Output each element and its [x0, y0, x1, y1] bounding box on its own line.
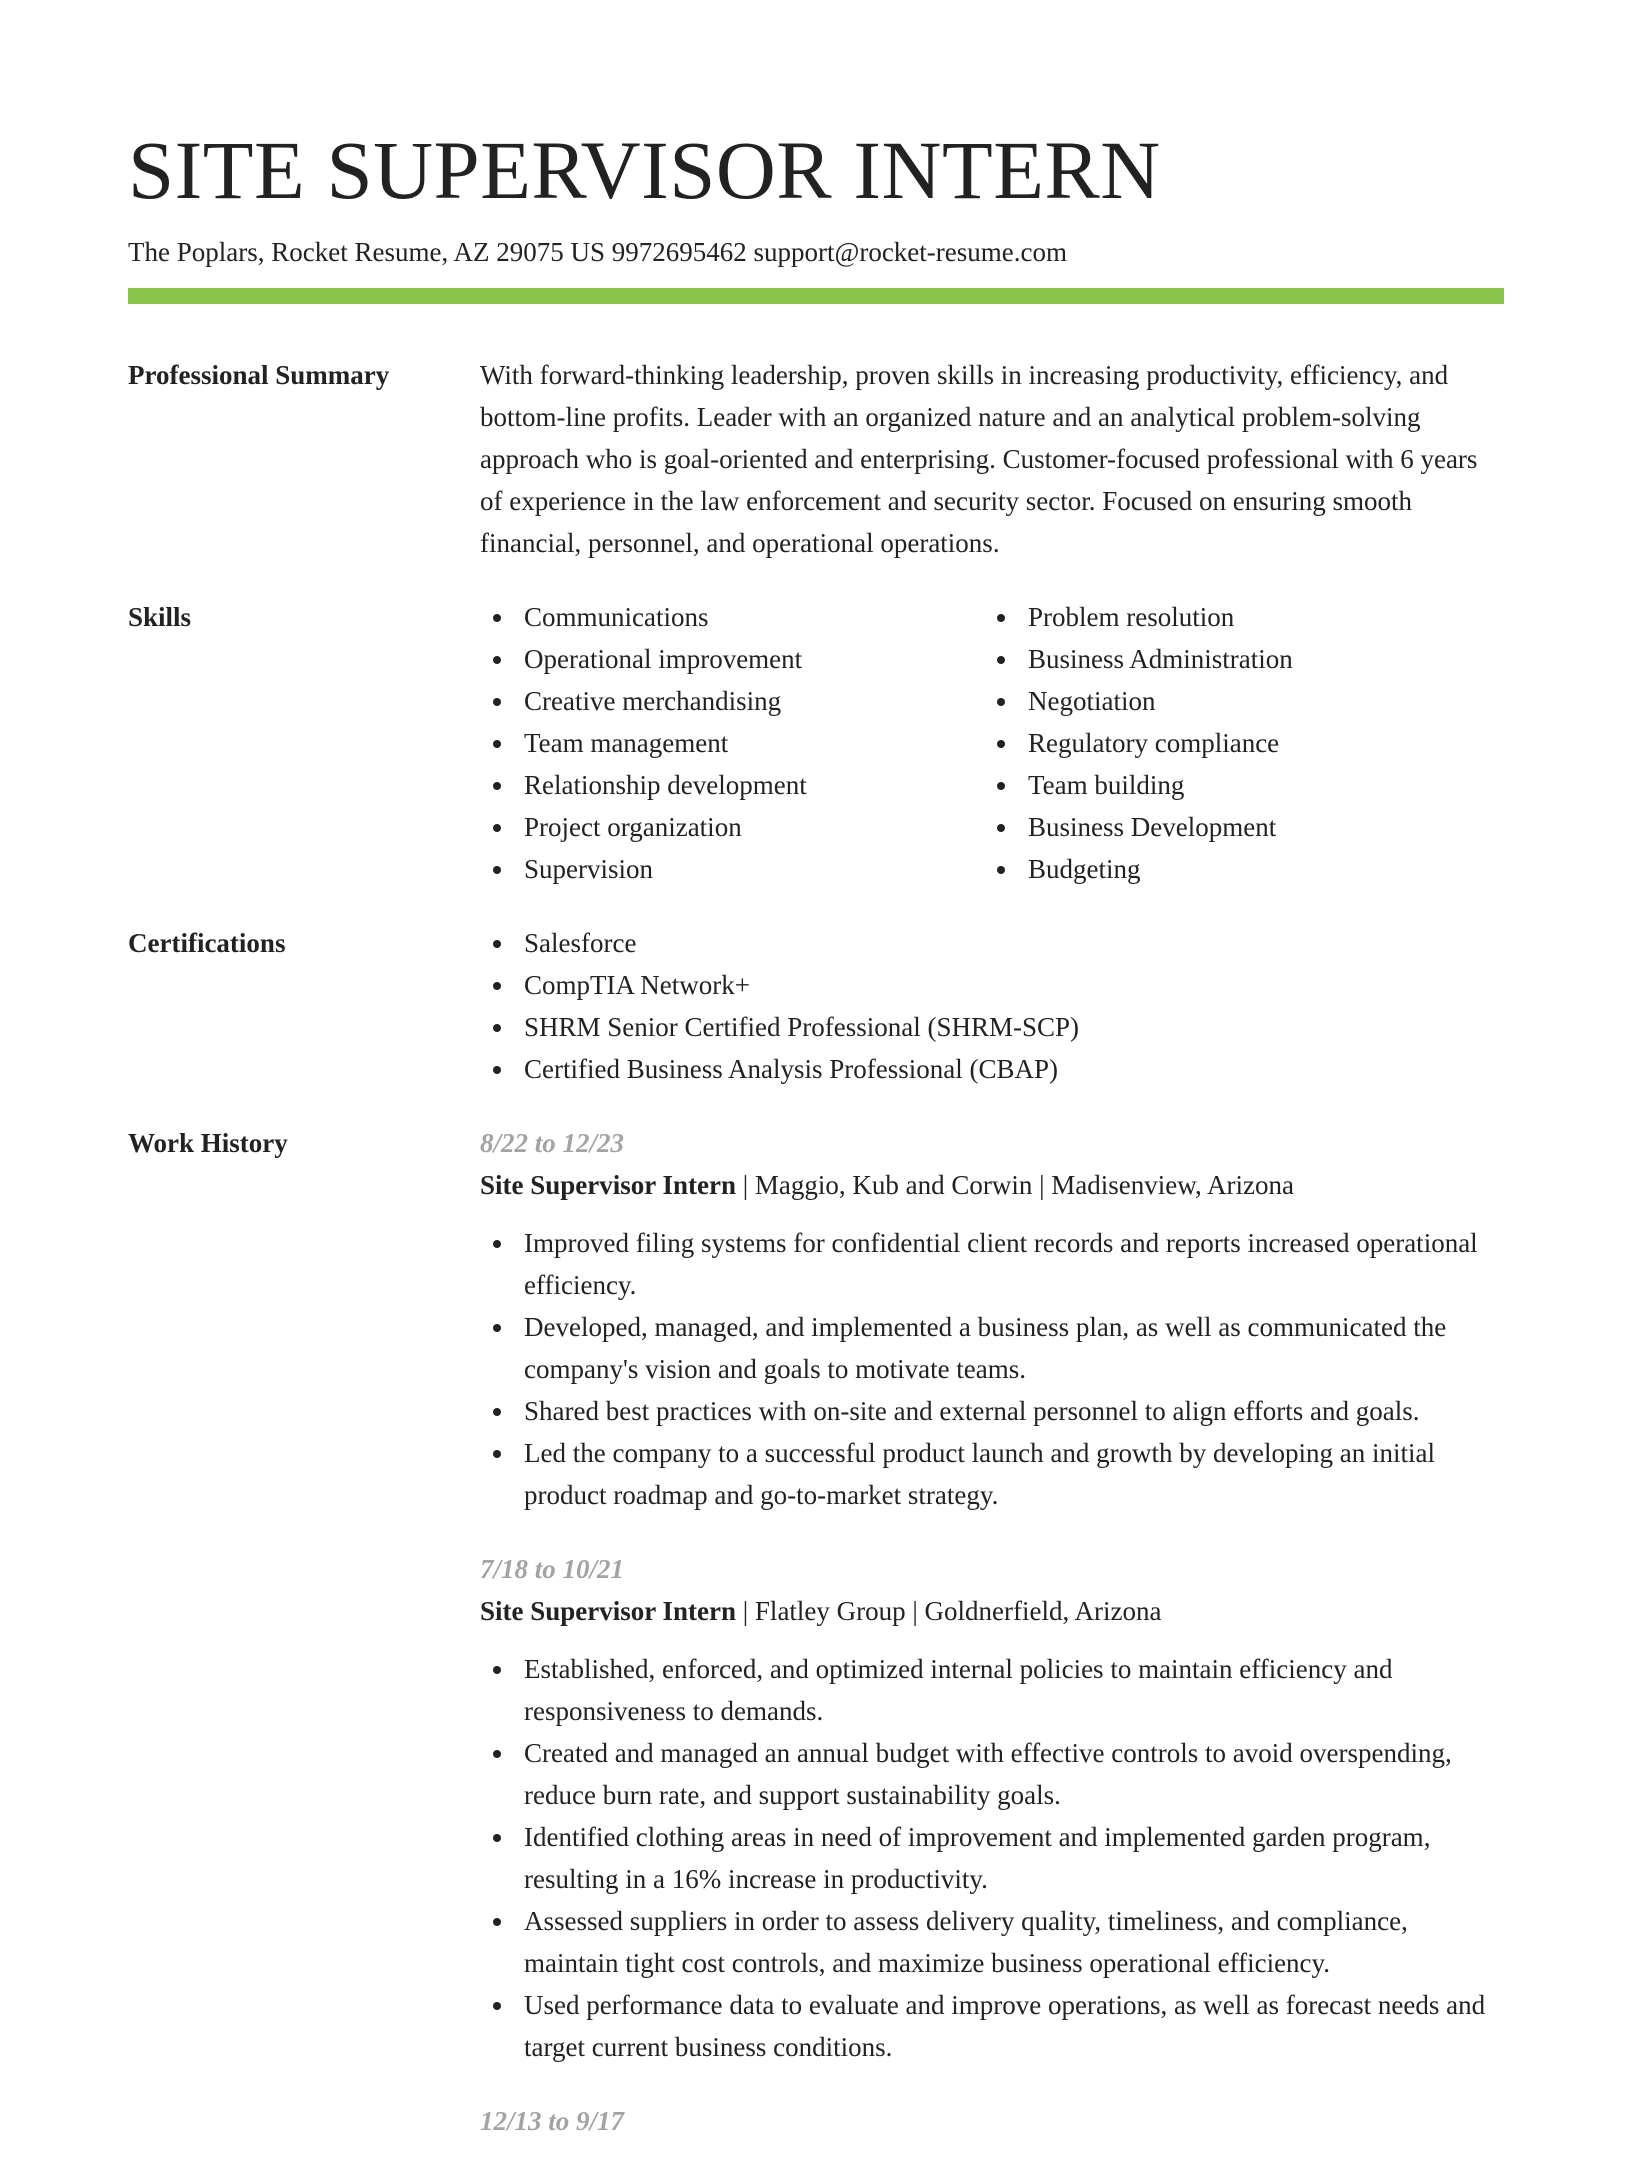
job-bullet: Developed, managed, and implemented a business plan, as well as communicated the company's vision and goals to motivate teams.: [480, 1306, 1504, 1390]
section-body: [480, 596, 1504, 890]
skill-item: Project organization: [480, 806, 984, 848]
certifications-list: [480, 922, 1504, 1090]
job-header: [480, 1590, 1504, 1632]
contact-phone: 9972695462: [611, 237, 747, 267]
skill-item: Operational improvement: [480, 638, 984, 680]
job-header: [480, 1164, 1504, 1206]
summary-text: With forward-thinking leadership, proven skills in increasing productivity, efficiency, and bottom-line profits. Leader with an organized nature and an analytical problem-solving approach who is goal-oriented and enterprising. Customer-focused professional with 6 years of experience in the law enforcement and security sector. Focused on ensuring smooth financial, personnel, and operational operations.: [480, 360, 1478, 558]
certifications-section: [128, 922, 1504, 1090]
skills-column-right: [984, 596, 1488, 890]
contact-line: [128, 234, 1504, 270]
section-body: [480, 922, 1504, 1090]
certification-item: SHRM Senior Certified Professional (SHRM-SCP): [480, 1006, 1504, 1048]
job-bullets: [480, 1648, 1504, 2068]
skill-item: Regulatory compliance: [984, 722, 1488, 764]
contact-address: The Poplars, Rocket Resume, AZ 29075 US: [128, 237, 605, 267]
job-bullet: Used performance data to evaluate and improve operations, as well as forecast needs and target current business conditions.: [480, 1984, 1504, 2068]
section-body: [480, 1122, 1504, 2174]
skill-item: Communications: [480, 596, 984, 638]
section-label: Certifications: [128, 928, 286, 958]
skill-item: Business Development: [984, 806, 1488, 848]
resume-page: [128, 0, 1504, 2174]
job-bullet: Shared best practices with on-site and external personnel to align efforts and goals.: [480, 1390, 1504, 1432]
job-bullet: Led the company to a successful product launch and growth by developing an initial product roadmap and go-to-market strategy.: [480, 1432, 1504, 1516]
job-bullet: Identified clothing areas in need of improvement and implemented garden program, resulting in a 16% increase in productivity.: [480, 1816, 1504, 1900]
section-label: Professional Summary: [128, 360, 390, 390]
job-dates: 8/22 to 12/23: [480, 1128, 625, 1158]
skill-item: Problem resolution: [984, 596, 1488, 638]
job-dates: 12/13 to 9/17: [480, 2106, 625, 2136]
job-bullets: [480, 1222, 1504, 1516]
skill-item: Relationship development: [480, 764, 984, 806]
job-entry: [480, 1122, 1504, 1516]
job-title: Site Supervisor Intern: [480, 1596, 737, 1626]
skills-section: [128, 596, 1504, 890]
section-label: Skills: [128, 602, 192, 632]
job-bullet: Improved filing systems for confidential client records and reports increased operational efficiency.: [480, 1222, 1504, 1306]
contact-email: support@rocket-resume.com: [753, 237, 1067, 267]
certification-item: Certified Business Analysis Professional (CBAP): [480, 1048, 1504, 1090]
skill-item: Supervision: [480, 848, 984, 890]
job-entry: [480, 1548, 1504, 2068]
job-details: | Maggio, Kub and Corwin | Madisenview, Arizona: [736, 1170, 1294, 1200]
job-details: | Flatley Group | Goldnerfield, Arizona: [736, 1596, 1162, 1626]
section-label: Work History: [128, 1128, 288, 1158]
skill-item: Creative merchandising: [480, 680, 984, 722]
section-body: [480, 354, 1504, 564]
job-bullet: Assessed suppliers in order to assess delivery quality, timeliness, and compliance, maintain tight cost controls, and maximize business operational efficiency.: [480, 1900, 1504, 1984]
work-history-section: [128, 1122, 1504, 2174]
professional-summary-section: [128, 354, 1504, 564]
header-divider: [128, 288, 1504, 304]
skill-item: Business Administration: [984, 638, 1488, 680]
job-bullet: Established, enforced, and optimized internal policies to maintain efficiency and responsiveness to demands.: [480, 1648, 1504, 1732]
skills-column-left: [480, 596, 984, 890]
skill-item: Budgeting: [984, 848, 1488, 890]
skill-item: Team management: [480, 722, 984, 764]
skills-grid: [480, 596, 1504, 890]
certification-item: Salesforce: [480, 922, 1504, 964]
job-dates: 7/18 to 10/21: [480, 1554, 625, 1584]
skill-item: Negotiation: [984, 680, 1488, 722]
resume-title: SITE SUPERVISOR INTERN: [128, 124, 1161, 216]
certification-item: CompTIA Network+: [480, 964, 1504, 1006]
skill-item: Team building: [984, 764, 1488, 806]
job-entry: [480, 2100, 1504, 2142]
job-bullet: Created and managed an annual budget with effective controls to avoid overspending, reduce burn rate, and support sustainability goals.: [480, 1732, 1504, 1816]
job-title: Site Supervisor Intern: [480, 1170, 737, 1200]
